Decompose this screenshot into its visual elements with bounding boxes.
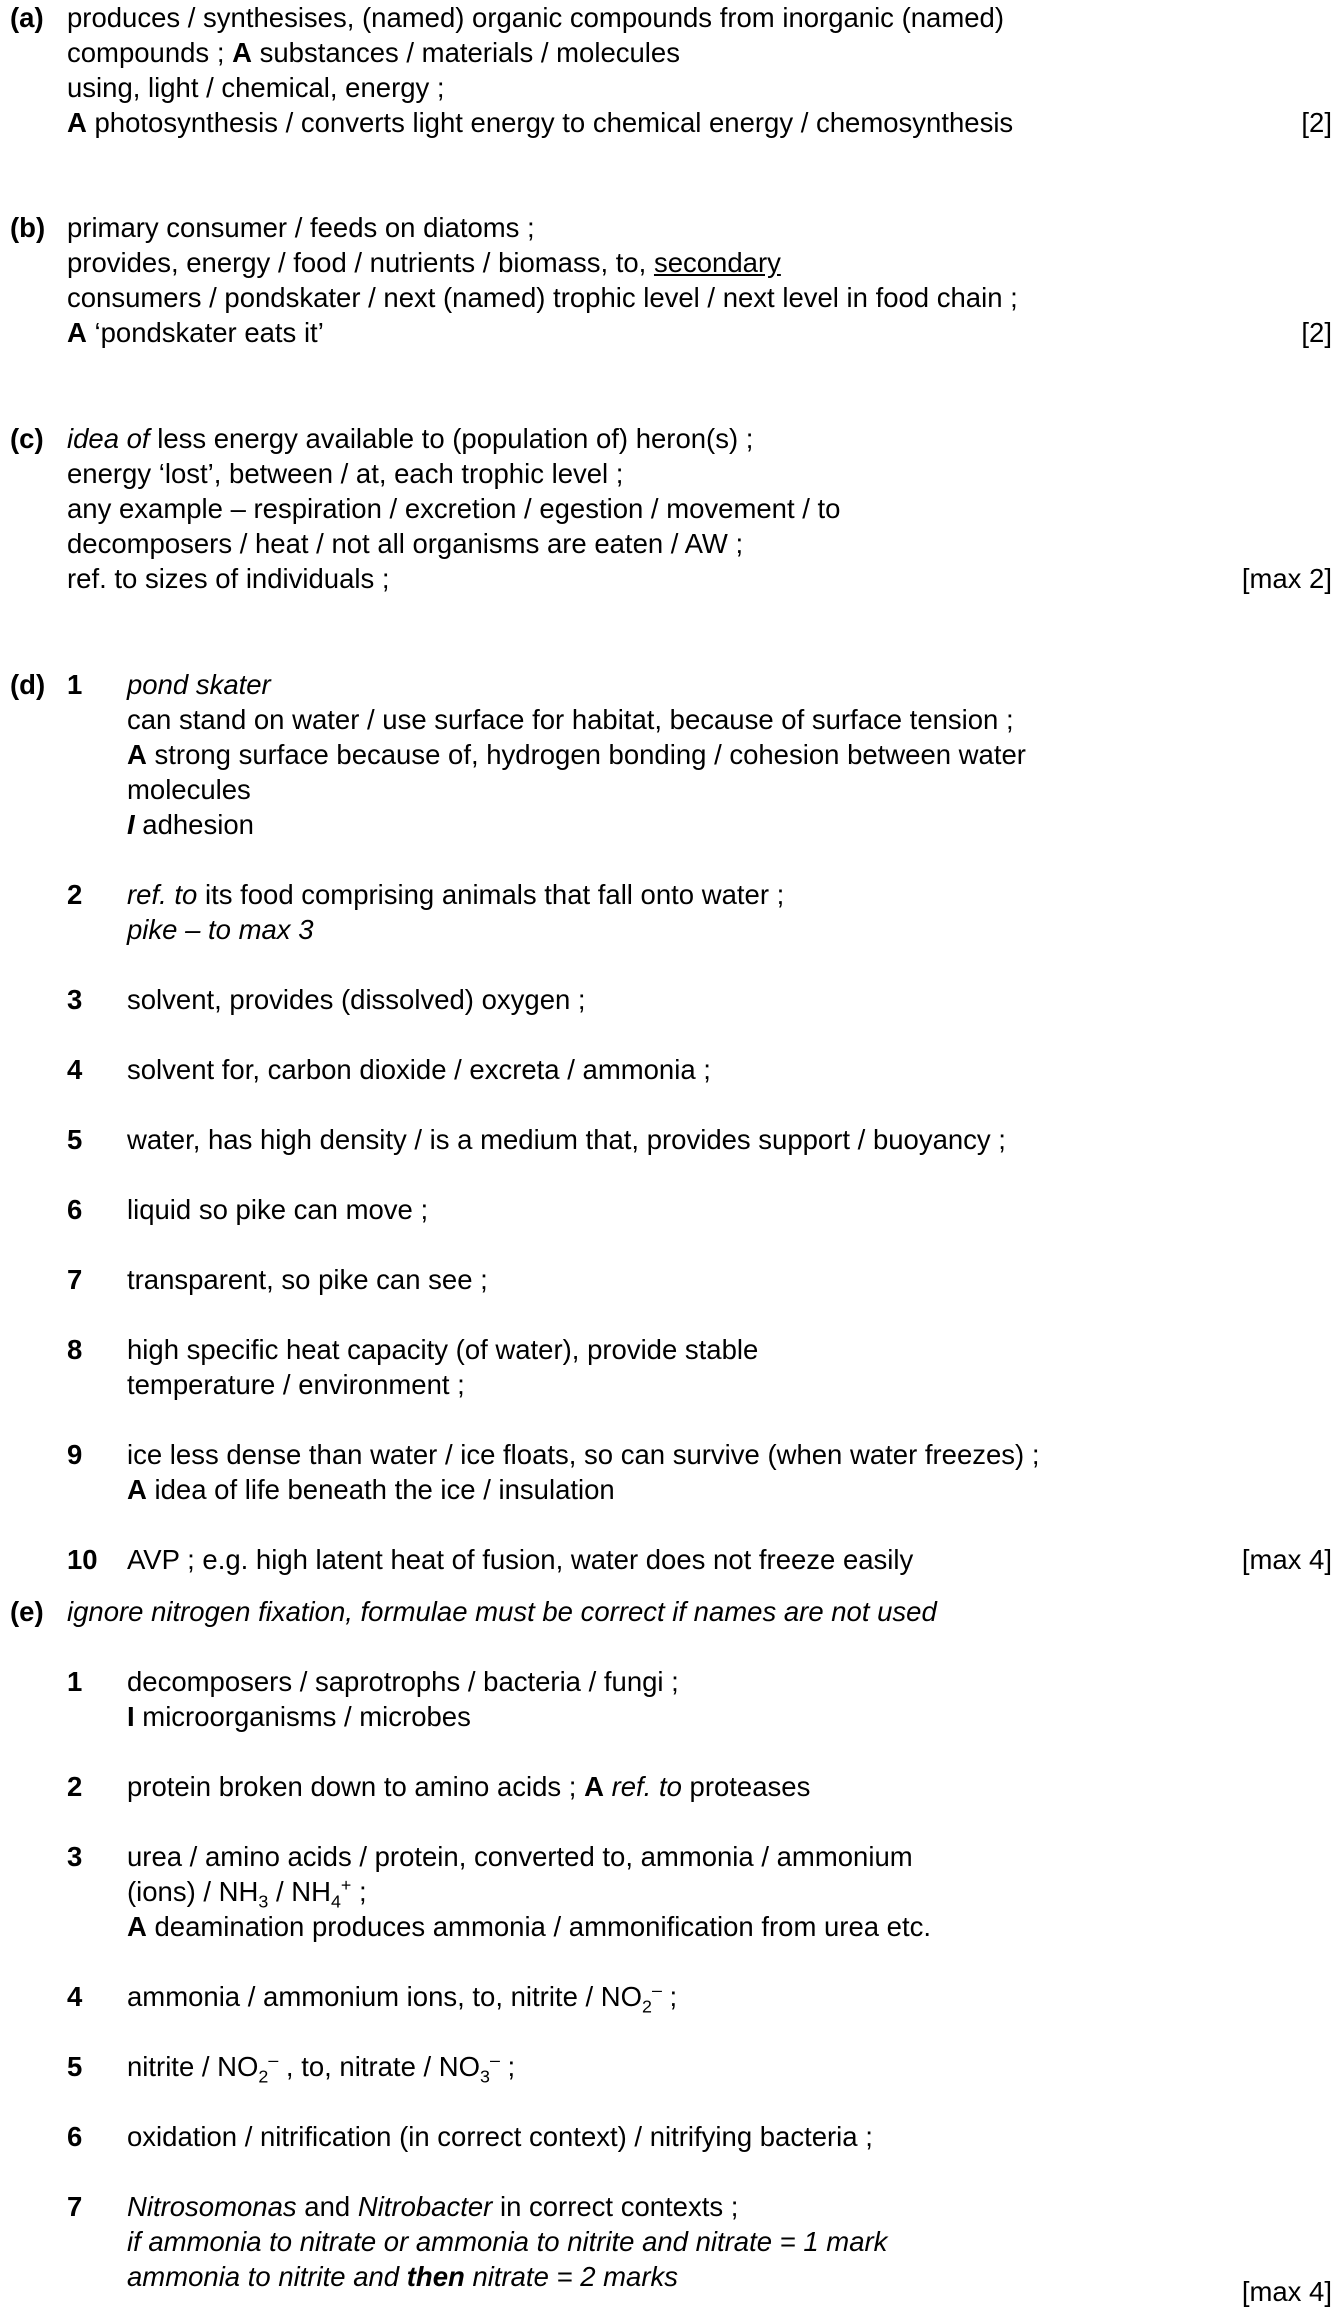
d-mark: [max 4] bbox=[1241, 1544, 1332, 1575]
section-c-label: (c) bbox=[10, 423, 44, 454]
d-item-3: 3 solvent, provides (dissolved) oxygen ; bbox=[67, 984, 586, 1015]
e-item-5: 5 nitrite / $NO_2^-$ , to, nitrate / $NO_3^-$ ; bbox=[67, 2049, 516, 2087]
c-line-5: ref. to sizes of individuals ; bbox=[67, 563, 390, 594]
section-d-label: (d) bbox=[10, 669, 46, 700]
section-c bbox=[10, 421, 1332, 596]
section-d bbox=[10, 667, 1332, 1577]
c-line-3: any example – respiration / excretion / egestion / movement / to bbox=[67, 493, 841, 524]
d-item-4: 4 solvent for, carbon dioxide / excreta / ammonia ; bbox=[67, 1054, 711, 1085]
b-line-3: consumers / pondskater / next (named) trophic level / next level in food chain ; bbox=[67, 282, 1018, 313]
e-item-4: 4 ammonia / ammonium ions, to, nitrite / $NO_2^-$ ; bbox=[67, 1979, 678, 2017]
e-intro: ignore nitrogen fixation, formulae must be correct if names are not used bbox=[67, 1596, 937, 1627]
c-mark: [max 2] bbox=[1241, 563, 1332, 594]
c-line-2: energy ‘lost’, between / at, each trophic level ; bbox=[67, 458, 624, 489]
d-item-9: 9 ice less dense than water / ice floats, so can survive (when water freezes) ; A idea of life beneath the ice / insulation bbox=[67, 1439, 1040, 1505]
a-line-3: using, light / chemical, energy ; bbox=[67, 72, 445, 103]
d-item-7: 7 transparent, so pike can see ; bbox=[67, 1264, 488, 1295]
a-mark: [2] bbox=[1301, 107, 1332, 138]
e-mark: [max 4] bbox=[1241, 2276, 1332, 2307]
e-item-7: 7 Nitrosomonas and Nitrobacter in correct contexts ; if ammonia to nitrate or ammonia to nitrite and nitrate = 1 mark ammonia to nitrite and then nitrate = 2 marks bbox=[67, 2191, 888, 2292]
section-a bbox=[10, 0, 1332, 140]
a-line-2: compounds ; A substances / materials / molecules bbox=[67, 37, 680, 68]
b-line-2: provides, energy / food / nutrients / biomass, to, secondary bbox=[67, 247, 781, 278]
a-line-4: A photosynthesis / converts light energy to chemical energy / chemosynthesis bbox=[67, 107, 1014, 138]
b-line-4: A ‘pondskater eats it’ bbox=[67, 317, 324, 348]
d-item-1: 1 pond skater can stand on water / use surface for habitat, because of surface tension ; A strong surface because of, hydrogen bonding / cohesion between water molecules I adhesion bbox=[67, 669, 1026, 840]
d-item-2: 2 ref. to its food comprising animals that fall onto water ; pike – to max 3 bbox=[67, 879, 785, 945]
d-item-6: 6 liquid so pike can move ; bbox=[67, 1194, 429, 1225]
section-e bbox=[10, 1594, 1332, 2307]
b-line-1: primary consumer / feeds on diatoms ; bbox=[67, 212, 535, 243]
d-item-8: 8 high specific heat capacity (of water), provide stable temperature / environment ; bbox=[67, 1334, 759, 1400]
b-mark: [2] bbox=[1301, 317, 1332, 348]
section-e-label: (e) bbox=[10, 1596, 44, 1627]
section-b-label: (b) bbox=[10, 212, 46, 243]
e-item-1: 1 decomposers / saprotrophs / bacteria / fungi ; I microorganisms / microbes bbox=[67, 1666, 679, 1732]
e-item-2: 2 protein broken down to amino acids ; A ref. to proteases bbox=[67, 1771, 811, 1802]
c-line-4: decomposers / heat / not all organisms are eaten / AW ; bbox=[67, 528, 744, 559]
e-item-6: 6 oxidation / nitrification (in correct context) / nitrifying bacteria ; bbox=[67, 2121, 873, 2152]
e-item-3: 3 urea / amino acids / protein, converted to, ammonia / ammonium (ions) / $NH_3 / NH_4^+$ ; A deamination produces ammonia / ammonification from urea etc. bbox=[67, 1841, 932, 1942]
d-item-5: 5 water, has high density / is a medium that, provides support / buoyancy ; bbox=[67, 1124, 1006, 1155]
c-line-1: idea of less energy available to (population of) heron(s) ; bbox=[67, 423, 754, 454]
a-line-1: produces / synthesises, (named) organic compounds from inorganic (named) bbox=[67, 2, 1004, 33]
section-b bbox=[10, 210, 1332, 350]
d-item-10: 10 AVP ; e.g. high latent heat of fusion, water does not freeze easily bbox=[67, 1544, 914, 1575]
section-a-label: (a) bbox=[10, 2, 44, 33]
